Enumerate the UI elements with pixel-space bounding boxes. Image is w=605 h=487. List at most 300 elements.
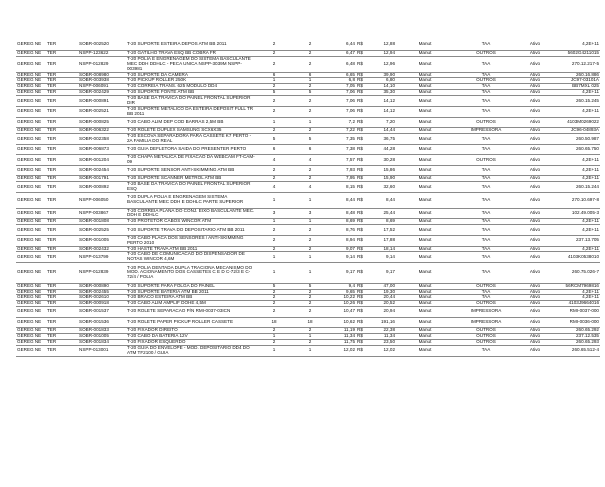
category-cell: TAA xyxy=(454,295,518,301)
quantity-cell: 1 xyxy=(256,263,292,283)
total-cell: 8,69 xyxy=(370,219,396,225)
quantity-cell: 2 xyxy=(256,40,292,50)
quantity-cell: 1 xyxy=(256,345,292,356)
unit-price-cell: 10,47 xyxy=(328,307,356,317)
code-cell: NSPP-012829 xyxy=(78,56,126,72)
currency-cell: R$ xyxy=(356,252,370,263)
reference-cell: 260.75.026-7 xyxy=(552,263,600,283)
table-row xyxy=(16,193,600,208)
reference-cell: 237.12.535 xyxy=(552,333,600,339)
code-cell: SOBR-001005 xyxy=(78,333,126,339)
quantity-cell: 2 xyxy=(256,225,292,235)
type-cell: TER xyxy=(46,301,78,307)
code-cell: NSPP-003867 xyxy=(78,208,126,219)
unit-price-cell: 11,75 xyxy=(328,339,356,345)
description-cell: T-20 SUPORTE SCANNER METROL ATM BB xyxy=(126,176,256,182)
mode-cell: Manut xyxy=(396,225,454,235)
total-cell: 12,02 xyxy=(370,345,396,356)
quantity-cell: 2 xyxy=(256,301,292,307)
quantity-cell: 2 xyxy=(256,176,292,182)
category-cell: TAA xyxy=(454,235,518,246)
code-cell: NSPP-013799 xyxy=(78,252,126,263)
total-cell: 15,90 xyxy=(370,176,396,182)
currency-cell: R$ xyxy=(356,193,370,208)
status-cell: Ativo xyxy=(518,90,552,96)
status-cell: Ativo xyxy=(518,193,552,208)
total-cell: 15,86 xyxy=(370,166,396,176)
quantity-cell: 1 xyxy=(256,117,292,127)
quantity-cell: 1 xyxy=(256,333,292,339)
status-cell: Ativo xyxy=(518,176,552,182)
status-cell: Ativo xyxy=(518,155,552,166)
org-cell: GEREG NE xyxy=(16,246,46,252)
org-cell: GEREG NE xyxy=(16,134,46,145)
currency-cell: R$ xyxy=(356,166,370,176)
status-cell: Ativo xyxy=(518,72,552,78)
type-cell: TER xyxy=(46,72,78,78)
org-cell: GEREG NE xyxy=(16,307,46,317)
category-cell: OUTROS xyxy=(454,283,518,289)
category-cell: IMPRESSORA xyxy=(454,128,518,134)
reference-cell: 270.12.217-5 xyxy=(552,56,600,72)
org-cell: GEREG NE xyxy=(16,128,46,134)
total-cell: 12,88 xyxy=(370,40,396,50)
code-cell: SOBR-001537 xyxy=(78,307,126,317)
code-cell: SOBR-000918 xyxy=(78,301,126,307)
description-cell: T-20 ROLETE PAPER PICKUP ROLLER CASSETE xyxy=(126,317,256,327)
type-cell: TER xyxy=(46,96,78,107)
reference-cell: 4,2E+11 xyxy=(552,295,600,301)
status-cell: Ativo xyxy=(518,263,552,283)
description-cell: T-20 SUPORTE BATERIA ATM BB 2011 xyxy=(126,289,256,295)
reference-cell: 4,2E+11 xyxy=(552,155,600,166)
total-cell: 191,16 xyxy=(370,317,396,327)
type-cell: TER xyxy=(46,219,78,225)
description-cell: T-20 CORREIA PLANA DO CONJ. EIXO BASCULANTE MEC. DDH E DDHLC xyxy=(127,208,255,218)
total-cell: 7,20 xyxy=(370,117,396,127)
table-row xyxy=(16,235,600,246)
currency-cell: R$ xyxy=(356,246,370,252)
quantity-cell: 6 xyxy=(292,72,328,78)
reference-cell: RMI-0037-000 xyxy=(552,307,600,317)
code-cell: SOBR-002429 xyxy=(78,90,126,96)
unit-price-cell: 8,48 xyxy=(328,208,356,219)
description-cell: T-20 CHAPA METALICA DE FIXACAO DA WEBCAM FT-CAM-09 xyxy=(127,154,255,165)
reference-cell: 56RCM7969816 xyxy=(552,283,600,289)
unit-price-cell: 7,06 xyxy=(328,106,356,117)
status-cell: Ativo xyxy=(518,40,552,50)
category-cell: TAA xyxy=(454,208,518,219)
unit-price-cell: 7,05 xyxy=(328,84,356,90)
quantity-cell: 1 xyxy=(256,78,292,84)
total-cell: 30,28 xyxy=(370,155,396,166)
total-cell: 20,52 xyxy=(370,301,396,307)
unit-price-cell: 7,38 xyxy=(328,144,356,154)
currency-cell: R$ xyxy=(356,289,370,295)
quantity-cell: 5 xyxy=(256,134,292,145)
currency-cell: R$ xyxy=(356,96,370,107)
reference-cell: 260.65.750 xyxy=(552,144,600,154)
category-cell: TAA xyxy=(454,182,518,193)
type-cell: TER xyxy=(46,193,78,208)
quantity-cell: 2 xyxy=(292,307,328,317)
quantity-cell: 2 xyxy=(256,295,292,301)
unit-price-cell: 7,2 xyxy=(328,117,356,127)
description-cell: T-20 DUPLA POLIA E ENGRENAGEM SISTEMA BASCULANTE MEC DDH E DDHLC PARTE SUPERIOR xyxy=(126,193,256,208)
description-cell: T-20 GUIA DO ENVELOPE - MOD. DEPOSITARIO DD4 DO ATM TF2100 / GUIA xyxy=(126,345,256,356)
status-cell: Ativo xyxy=(518,56,552,72)
mode-cell: Manut xyxy=(396,182,454,193)
mode-cell: Manut xyxy=(396,56,454,72)
quantity-cell: 2 xyxy=(256,56,292,72)
mode-cell: Manut xyxy=(396,283,454,289)
category-cell: IMPRESSORA xyxy=(454,317,518,327)
code-cell: NSPP-123622 xyxy=(78,50,126,56)
quantity-cell: 5 xyxy=(292,90,328,96)
currency-cell: R$ xyxy=(356,155,370,166)
type-cell: TER xyxy=(46,40,78,50)
org-cell: GEREG NE xyxy=(16,182,46,193)
description-cell: T-20 SUPORTE METALICO DA ESTEIRA DEPOSIT FULL TR BB 2011 xyxy=(126,106,256,117)
reference-cell: 4,2E+11 xyxy=(552,90,600,96)
quantity-cell: 2 xyxy=(292,328,328,334)
org-cell: GEREG NE xyxy=(16,345,46,356)
currency-cell: R$ xyxy=(356,134,370,145)
mode-cell: Manut xyxy=(396,295,454,301)
org-cell: GEREG NE xyxy=(16,176,46,182)
unit-price-cell: 7,57 xyxy=(328,155,356,166)
mode-cell: Manut xyxy=(396,193,454,208)
unit-price-cell: 11,19 xyxy=(328,328,356,334)
quantity-cell: 2 xyxy=(256,339,292,345)
code-cell: SOBR-001005 xyxy=(78,235,126,246)
type-cell: TER xyxy=(46,289,78,295)
currency-cell: R$ xyxy=(356,328,370,334)
type-cell: TER xyxy=(46,307,78,317)
org-cell: GEREG NE xyxy=(16,78,46,84)
description-cell: T-20 FIXADOR DIREITO xyxy=(126,328,256,334)
type-cell: TER xyxy=(46,78,78,84)
description-cell: T-20 CORREIA TRANS. 625 MODULO DD4 xyxy=(126,84,256,90)
currency-cell: R$ xyxy=(356,283,370,289)
code-cell: SOBR-001834 xyxy=(78,339,126,345)
spreadsheet xyxy=(16,40,600,357)
code-cell: SOBR-001833 xyxy=(78,328,126,334)
mode-cell: Manut xyxy=(396,219,454,225)
quantity-cell: 2 xyxy=(292,106,328,117)
org-cell: GEREG NE xyxy=(16,219,46,225)
quantity-cell: 6 xyxy=(292,144,328,154)
currency-cell: R$ xyxy=(356,235,370,246)
total-cell: 18,14 xyxy=(370,246,396,252)
total-cell: 39,90 xyxy=(370,72,396,78)
category-cell: TAA xyxy=(454,193,518,208)
mode-cell: Manut xyxy=(396,106,454,117)
description-cell: T-20 HASTE TRAVA ATM BB 2011 xyxy=(126,246,256,252)
type-cell: TER xyxy=(46,339,78,345)
mode-cell: Manut xyxy=(396,317,454,327)
unit-price-cell: 7,22 xyxy=(328,128,356,134)
org-cell: GEREG NE xyxy=(16,193,46,208)
currency-cell: R$ xyxy=(356,225,370,235)
currency-cell: R$ xyxy=(356,72,370,78)
org-cell: GEREG NE xyxy=(16,263,46,283)
unit-price-cell: 8,44 xyxy=(328,193,356,208)
org-cell: GEREG NE xyxy=(16,117,46,127)
currency-cell: R$ xyxy=(356,106,370,117)
description-cell: T-20 BASE DA TRAVICA DO PAINEL FRONTAL SUPERIOR ESQ xyxy=(126,182,256,193)
category-cell: TAA xyxy=(454,289,518,295)
description-cell: T-20 ROLETE SEPARACAO P/N RMI-0037-03ICN xyxy=(126,307,256,317)
category-cell: TAA xyxy=(454,345,518,356)
mode-cell: Manut xyxy=(396,333,454,339)
total-cell: 11,34 xyxy=(370,333,396,339)
currency-cell: R$ xyxy=(356,219,370,225)
status-cell: Ativo xyxy=(518,166,552,176)
quantity-cell: 1 xyxy=(292,193,328,208)
mode-cell: Manut xyxy=(396,263,454,283)
quantity-cell: 2 xyxy=(256,328,292,334)
type-cell: TER xyxy=(46,134,78,145)
org-cell: GEREG NE xyxy=(16,84,46,90)
table-row xyxy=(16,208,600,219)
quantity-cell: 5 xyxy=(292,134,328,145)
code-cell: SOBR-001791 xyxy=(78,176,126,182)
org-cell: GEREG NE xyxy=(16,106,46,117)
status-cell: Ativo xyxy=(518,134,552,145)
table-row xyxy=(16,134,600,145)
quantity-cell: 18 xyxy=(292,317,328,327)
currency-cell: R$ xyxy=(356,307,370,317)
total-cell: 14,12 xyxy=(370,96,396,107)
reference-cell: 4,2E+11 xyxy=(552,176,600,182)
unit-price-cell: 6,44 xyxy=(328,40,356,50)
reference-cell: 4,2E+11 xyxy=(552,219,600,225)
code-cell: SOBR-001204 xyxy=(78,155,126,166)
org-cell: GEREG NE xyxy=(16,225,46,235)
status-cell: Ativo xyxy=(518,78,552,84)
total-cell: 6,80 xyxy=(370,78,396,84)
unit-price-cell: 7,06 xyxy=(328,96,356,107)
table-row xyxy=(16,96,600,107)
currency-cell: R$ xyxy=(356,144,370,154)
description-cell: T-20 POLIA E ENGRENAGEM DO SISTEMA BASCULANTE MEC DDH DDHLC - PECA UNICA NSPP-3039M NSPP-003981 xyxy=(126,56,256,72)
quantity-cell: 1 xyxy=(256,219,292,225)
unit-price-cell: 7,95 xyxy=(328,176,356,182)
total-cell: 12,96 xyxy=(370,56,396,72)
status-cell: Ativo xyxy=(518,246,552,252)
org-cell: GEREG NE xyxy=(16,90,46,96)
status-cell: Ativo xyxy=(518,339,552,345)
status-cell: Ativo xyxy=(518,144,552,154)
currency-cell: R$ xyxy=(356,78,370,84)
unit-price-cell: 6,47 xyxy=(328,50,356,56)
mode-cell: Manut xyxy=(396,235,454,246)
table-row xyxy=(16,40,600,50)
currency-cell: R$ xyxy=(356,50,370,56)
unit-price-cell: 10,26 xyxy=(328,301,356,307)
quantity-cell: 2 xyxy=(292,50,328,56)
total-cell: 14,12 xyxy=(370,106,396,117)
description-cell: T-20 BASE DA TRAVICA DO PAINEL FRONTAL SUPERIOR DIR xyxy=(126,96,256,107)
quantity-cell: 2 xyxy=(292,166,328,176)
category-cell: OUTROS xyxy=(454,339,518,345)
quantity-cell: 5 xyxy=(292,283,328,289)
reference-cell: 260.65.293 xyxy=(552,339,600,345)
description-cell: T-20 CABO ALIM AMPLIF DOHE 4,5M xyxy=(126,301,256,307)
quantity-cell: 2 xyxy=(256,235,292,246)
type-cell: TER xyxy=(46,235,78,246)
unit-price-cell: 8,15 xyxy=(328,182,356,193)
org-cell: GEREG NE xyxy=(16,301,46,307)
reference-cell: 237.13.705 xyxy=(552,235,600,246)
status-cell: Ativo xyxy=(518,317,552,327)
category-cell: OUTROS xyxy=(454,155,518,166)
quantity-cell: 2 xyxy=(292,40,328,50)
type-cell: TER xyxy=(46,295,78,301)
unit-price-cell: 6,65 xyxy=(328,72,356,78)
status-cell: Ativo xyxy=(518,307,552,317)
mode-cell: Manut xyxy=(396,96,454,107)
quantity-cell: 2 xyxy=(292,246,328,252)
description-cell: T-20 BRACO ESTEIRA ATM BB xyxy=(126,295,256,301)
type-cell: TER xyxy=(46,144,78,154)
total-cell: 23,50 xyxy=(370,339,396,345)
description-cell: T-20 GUIA DEFLETORA SAIDA DO PRESENTER PERTO xyxy=(126,144,256,154)
type-cell: TER xyxy=(46,155,78,166)
category-cell: TAA xyxy=(454,72,518,78)
org-cell: GEREG NE xyxy=(16,252,46,263)
mode-cell: Manut xyxy=(396,144,454,154)
currency-cell: R$ xyxy=(356,317,370,327)
quantity-cell: 1 xyxy=(292,117,328,127)
code-cell: SOBR-002455 xyxy=(78,289,126,295)
quantity-cell: 3 xyxy=(292,208,328,219)
org-cell: GEREG NE xyxy=(16,155,46,166)
code-cell: NSPP-012839 xyxy=(78,263,126,283)
quantity-cell: 1 xyxy=(292,219,328,225)
quantity-cell: 2 xyxy=(292,235,328,246)
category-cell: TAA xyxy=(454,134,518,145)
currency-cell: R$ xyxy=(356,345,370,356)
table-row xyxy=(16,182,600,193)
status-cell: Ativo xyxy=(518,128,552,134)
unit-price-cell: 11,34 xyxy=(328,333,356,339)
quantity-cell: 2 xyxy=(256,307,292,317)
category-cell: OUTROS xyxy=(454,117,518,127)
mode-cell: Manut xyxy=(396,72,454,78)
quantity-cell: 2 xyxy=(256,50,292,56)
mode-cell: Manut xyxy=(396,252,454,263)
description-cell: T-20 SUPORTE TRAVA DO DEPOSITARIO ATM BB 2011 xyxy=(126,225,256,235)
table-row xyxy=(16,166,600,176)
category-cell: TAA xyxy=(454,263,518,283)
quantity-cell: 2 xyxy=(256,128,292,134)
org-cell: GEREG NE xyxy=(16,295,46,301)
status-cell: Ativo xyxy=(518,84,552,90)
category-cell: TAA xyxy=(454,225,518,235)
org-cell: GEREG NE xyxy=(16,333,46,339)
quantity-cell: 1 xyxy=(292,252,328,263)
total-cell: 19,30 xyxy=(370,289,396,295)
type-cell: TER xyxy=(46,252,78,263)
description-cell: T-20 CABO PLACA DOS SENSORES / ANTI-SKIMMING PERTO 2010 xyxy=(126,235,256,246)
org-cell: GEREG NE xyxy=(16,72,46,78)
unit-price-cell: 8,69 xyxy=(328,219,356,225)
unit-price-cell: 7,35 xyxy=(328,134,356,145)
status-cell: Ativo xyxy=(518,333,552,339)
description-cell: T-20 CABO ALIM DEP COD BARRAS 2,5M BB xyxy=(126,117,256,127)
code-cell: SOBR-006322 xyxy=(78,128,126,134)
status-cell: Ativo xyxy=(518,252,552,263)
reference-cell: 260.16.886 xyxy=(552,72,600,78)
status-cell: Ativo xyxy=(518,117,552,127)
reference-cell: 5602G4211015 xyxy=(552,50,600,56)
category-cell: OUTROS xyxy=(454,78,518,84)
org-cell: GEREG NE xyxy=(16,40,46,50)
reference-cell: 260.65.292 xyxy=(552,328,600,334)
total-cell: 22,38 xyxy=(370,328,396,334)
description-cell: T-20 SUPORTE SENSOR ANTI-SKIMMING ATM BB xyxy=(126,166,256,176)
table-row xyxy=(16,144,600,154)
type-cell: TER xyxy=(46,84,78,90)
unit-price-cell: 7,93 xyxy=(328,166,356,176)
total-cell: 47,00 xyxy=(370,283,396,289)
quantity-cell: 1 xyxy=(292,263,328,283)
type-cell: TER xyxy=(46,263,78,283)
reference-cell: 102.49.005-3 xyxy=(552,208,600,219)
unit-price-cell: 6,48 xyxy=(328,56,356,72)
table-row xyxy=(16,56,600,72)
mode-cell: Manut xyxy=(396,307,454,317)
reference-cell: 260.15.244 xyxy=(552,182,600,193)
quantity-cell: 6 xyxy=(256,144,292,154)
quantity-cell: 2 xyxy=(292,295,328,301)
code-cell: SOBR-000892 xyxy=(78,182,126,193)
category-cell: TAA xyxy=(454,40,518,50)
quantity-cell: 4 xyxy=(256,155,292,166)
description-cell: T-20 PICKUP ROLLER 250K xyxy=(126,78,256,84)
unit-price-cell: 8,76 xyxy=(328,225,356,235)
category-cell: OUTROS xyxy=(454,333,518,339)
quantity-cell: 5 xyxy=(256,90,292,96)
currency-cell: R$ xyxy=(356,333,370,339)
mode-cell: Manut xyxy=(396,128,454,134)
category-cell: TAA xyxy=(454,219,518,225)
total-cell: 20,94 xyxy=(370,307,396,317)
currency-cell: R$ xyxy=(356,208,370,219)
unit-price-cell: 9,4 xyxy=(328,283,356,289)
code-cell: SOBR-008980 xyxy=(78,72,126,78)
category-cell: TAA xyxy=(454,176,518,182)
quantity-cell: 1 xyxy=(292,78,328,84)
category-cell: TAA xyxy=(454,106,518,117)
table-row xyxy=(16,263,600,283)
quantity-cell: 4 xyxy=(292,182,328,193)
code-cell: SOBR-000891 xyxy=(78,96,126,107)
reference-cell: 4,2E+11 xyxy=(552,225,600,235)
quantity-cell: 1 xyxy=(256,193,292,208)
description-cell: T-20 SUPORTE PARA FOLGA DO PAINEL xyxy=(126,283,256,289)
category-cell: TAA xyxy=(454,90,518,96)
type-cell: TER xyxy=(46,208,78,219)
type-cell: TER xyxy=(46,90,78,96)
code-cell: SOBR-002521 xyxy=(78,106,126,117)
type-cell: TER xyxy=(46,128,78,134)
currency-cell: R$ xyxy=(356,339,370,345)
quantity-cell: 6 xyxy=(256,72,292,78)
total-cell: 9,17 xyxy=(370,263,396,283)
